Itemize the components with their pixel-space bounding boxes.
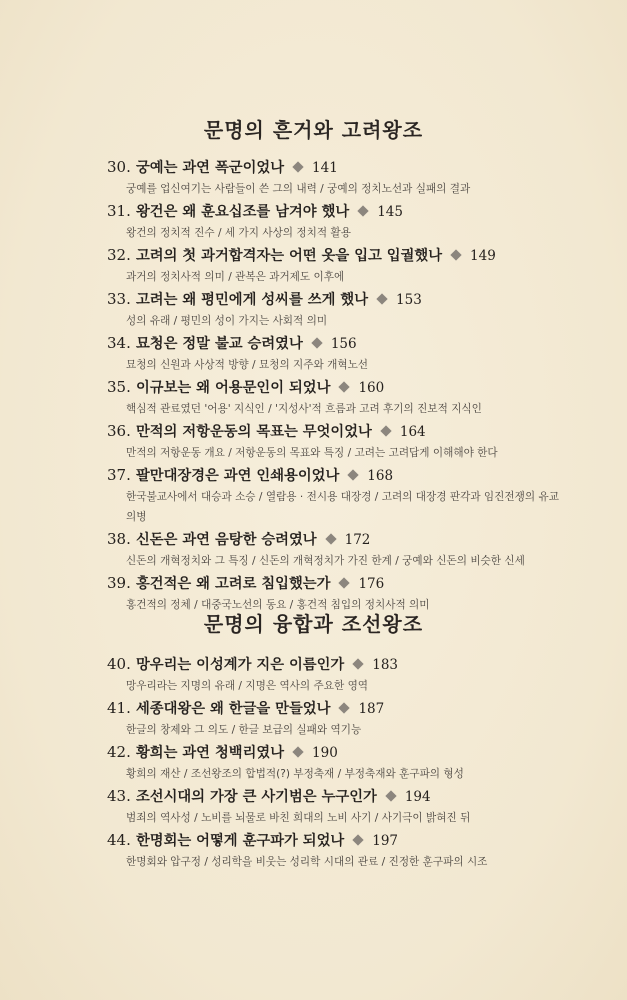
diamond-icon bbox=[292, 746, 303, 757]
page-number: 145 bbox=[377, 204, 403, 220]
diamond-icon bbox=[348, 469, 359, 480]
entry-subtitle: 궁예를 업신여기는 사람들이 쓴 그의 내력 / 궁예의 정치노선과 실패의 결과 bbox=[126, 183, 471, 195]
toc-entry[interactable] bbox=[107, 287, 577, 331]
entry-title: 한명회는 어떻게 훈구파가 되었나 bbox=[135, 833, 345, 849]
entry-subtitle: 한명회와 압구정 / 성리학을 비웃는 성리학 시대의 관료 / 진정한 훈구파의 시조 bbox=[126, 856, 488, 868]
entry-subtitle: 핵심적 관료였던 '어용' 지식인 / '지성사'적 흐름과 고려 후기의 진보적 지식인 bbox=[126, 403, 482, 415]
entry-title: 신돈은 과연 음탕한 승려였나 bbox=[135, 532, 317, 548]
entry-number: 42. bbox=[107, 743, 131, 761]
page-number: 176 bbox=[358, 576, 385, 592]
page-number: 149 bbox=[470, 248, 496, 264]
entry-title: 왕건은 왜 훈요십조를 남겨야 했나 bbox=[135, 204, 350, 220]
entry-heading[interactable] bbox=[107, 784, 577, 808]
entry-title: 홍건적은 왜 고려로 침입했는가 bbox=[135, 576, 331, 592]
entry-heading[interactable] bbox=[107, 740, 577, 764]
entry-title: 고려는 왜 평민에게 성씨를 쓰게 했나 bbox=[135, 292, 369, 308]
entry-heading[interactable] bbox=[107, 155, 577, 179]
entry-subtitle: 한글의 창제와 그 의도 / 한글 보급의 실패와 역기능 bbox=[126, 724, 362, 736]
page-number: 164 bbox=[399, 424, 426, 440]
page-number: 187 bbox=[358, 701, 385, 717]
diamond-icon bbox=[353, 658, 364, 669]
toc-entry[interactable] bbox=[107, 784, 577, 828]
diamond-icon bbox=[325, 533, 336, 544]
entry-subtitle: 과거의 정치사적 의미 / 관복은 과거제도 이후에 bbox=[126, 271, 345, 283]
diamond-icon bbox=[376, 293, 387, 304]
page-number: 156 bbox=[330, 336, 357, 352]
entry-number: 39. bbox=[107, 574, 131, 592]
entry-title: 황희는 과연 청백리였나 bbox=[135, 745, 285, 761]
toc-list bbox=[107, 155, 577, 615]
diamond-icon bbox=[358, 205, 369, 216]
page-number: 172 bbox=[344, 532, 371, 548]
toc-entry[interactable] bbox=[107, 375, 577, 419]
toc-entry[interactable] bbox=[107, 463, 577, 527]
entry-subtitle: 신돈의 개혁정치와 그 특징 / 신돈의 개혁정치가 가진 한계 / 궁예와 신돈의 비슷한 신세 bbox=[126, 555, 525, 567]
toc-list bbox=[107, 652, 577, 872]
entry-subtitle: 홍건적의 정체 / 대중국노선의 동요 / 홍건적 침입의 정치사적 의미 bbox=[126, 599, 430, 611]
entry-number: 37. bbox=[107, 466, 131, 484]
diamond-icon bbox=[339, 577, 350, 588]
diamond-icon bbox=[380, 425, 391, 436]
page-number: 194 bbox=[404, 789, 431, 805]
entry-heading[interactable] bbox=[107, 419, 577, 443]
entry-number: 31. bbox=[107, 202, 131, 220]
diamond-icon bbox=[339, 702, 350, 713]
page-number: 190 bbox=[312, 745, 338, 761]
entry-heading[interactable] bbox=[107, 696, 577, 720]
section-title: 문명의 흔거와 고려왕조 bbox=[203, 118, 424, 142]
entry-title: 궁예는 과연 폭군이었나 bbox=[135, 160, 285, 176]
entry-heading[interactable] bbox=[107, 828, 577, 852]
entry-number: 34. bbox=[107, 334, 131, 352]
entry-number: 41. bbox=[107, 699, 131, 717]
entry-number: 40. bbox=[107, 655, 131, 673]
toc-entry[interactable] bbox=[107, 243, 577, 287]
entry-heading[interactable] bbox=[107, 199, 577, 223]
page-number: 197 bbox=[372, 833, 399, 849]
diamond-icon bbox=[450, 249, 461, 260]
entry-heading[interactable] bbox=[107, 287, 577, 311]
entry-heading[interactable] bbox=[107, 243, 577, 267]
entry-heading[interactable] bbox=[107, 652, 577, 676]
entry-heading[interactable] bbox=[107, 527, 577, 551]
entry-subtitle: 황희의 재산 / 조선왕조의 합법적(?) 부정축재 / 부정축재와 훈구파의 형성 bbox=[126, 768, 464, 780]
entry-title: 팔만대장경은 과연 인쇄용이었나 bbox=[135, 468, 340, 484]
entry-title: 세종대왕은 왜 한글을 만들었나 bbox=[135, 701, 331, 717]
page-number: 160 bbox=[358, 380, 385, 396]
toc-entry[interactable] bbox=[107, 331, 577, 375]
diamond-icon bbox=[385, 790, 396, 801]
entry-number: 30. bbox=[107, 158, 131, 176]
toc-entry[interactable] bbox=[107, 419, 577, 463]
entry-number: 38. bbox=[107, 530, 131, 548]
toc-entry[interactable] bbox=[107, 527, 577, 571]
toc-entry[interactable] bbox=[107, 652, 577, 696]
toc-entry[interactable] bbox=[107, 155, 577, 199]
page-number: 153 bbox=[396, 292, 422, 308]
entry-number: 36. bbox=[107, 422, 131, 440]
toc-entry[interactable] bbox=[107, 199, 577, 243]
entry-title: 만적의 저항운동의 목표는 무엇이었나 bbox=[135, 424, 372, 440]
entry-number: 35. bbox=[107, 378, 131, 396]
diamond-icon bbox=[292, 161, 303, 172]
entry-title: 이규보는 왜 어용문인이 되었나 bbox=[135, 380, 331, 396]
page-number: 168 bbox=[367, 468, 394, 484]
entry-subtitle: 한국불교사에서 대승과 소승 / 열람용 · 전시용 대장경 / 고려의 대장경 판각과 임진전쟁의 유교 의병 bbox=[126, 491, 559, 523]
toc-entry[interactable] bbox=[107, 740, 577, 784]
page-number: 183 bbox=[372, 657, 399, 673]
entry-heading[interactable] bbox=[107, 331, 577, 355]
toc-entry[interactable] bbox=[107, 828, 577, 872]
entry-title: 조선시대의 가장 큰 사기범은 누구인가 bbox=[135, 789, 377, 805]
diamond-icon bbox=[353, 834, 364, 845]
entry-number: 43. bbox=[107, 787, 131, 805]
entry-subtitle: 왕건의 정치적 진수 / 세 가지 사상의 정치적 활용 bbox=[126, 227, 351, 239]
toc-entry[interactable] bbox=[107, 696, 577, 740]
entry-heading[interactable] bbox=[107, 375, 577, 399]
page-number: 141 bbox=[312, 160, 338, 176]
entry-subtitle: 만적의 저항운동 개요 / 저항운동의 목표와 특징 / 고려는 고려답게 이해해야 한다 bbox=[126, 447, 498, 459]
entry-subtitle: 묘청의 신원과 사상적 방향 / 묘청의 지주와 개혁노선 bbox=[126, 359, 369, 371]
entry-title: 망우리는 이성계가 지은 이름인가 bbox=[135, 657, 345, 673]
entry-subtitle: 망우리라는 지명의 유래 / 지명은 역사의 주요한 영역 bbox=[126, 680, 369, 692]
diamond-icon bbox=[339, 381, 350, 392]
entry-title: 고려의 첫 과거합격자는 어떤 옷을 입고 입궐했나 bbox=[135, 248, 443, 264]
section-title: 문명의 융합과 조선왕조 bbox=[203, 612, 424, 636]
entry-number: 33. bbox=[107, 290, 131, 308]
entry-subtitle: 범죄의 역사성 / 노비를 뇌물로 바친 희대의 노비 사기 / 사기극이 밝혀진 뒤 bbox=[126, 812, 471, 824]
entry-number: 44. bbox=[107, 831, 131, 849]
diamond-icon bbox=[311, 337, 322, 348]
entry-heading[interactable] bbox=[107, 463, 577, 487]
entry-number: 32. bbox=[107, 246, 131, 264]
entry-heading[interactable] bbox=[107, 571, 577, 595]
entry-subtitle: 성의 유래 / 평민의 성이 가지는 사회적 의미 bbox=[126, 315, 328, 327]
entry-title: 묘청은 정말 불교 승려였나 bbox=[135, 336, 303, 352]
